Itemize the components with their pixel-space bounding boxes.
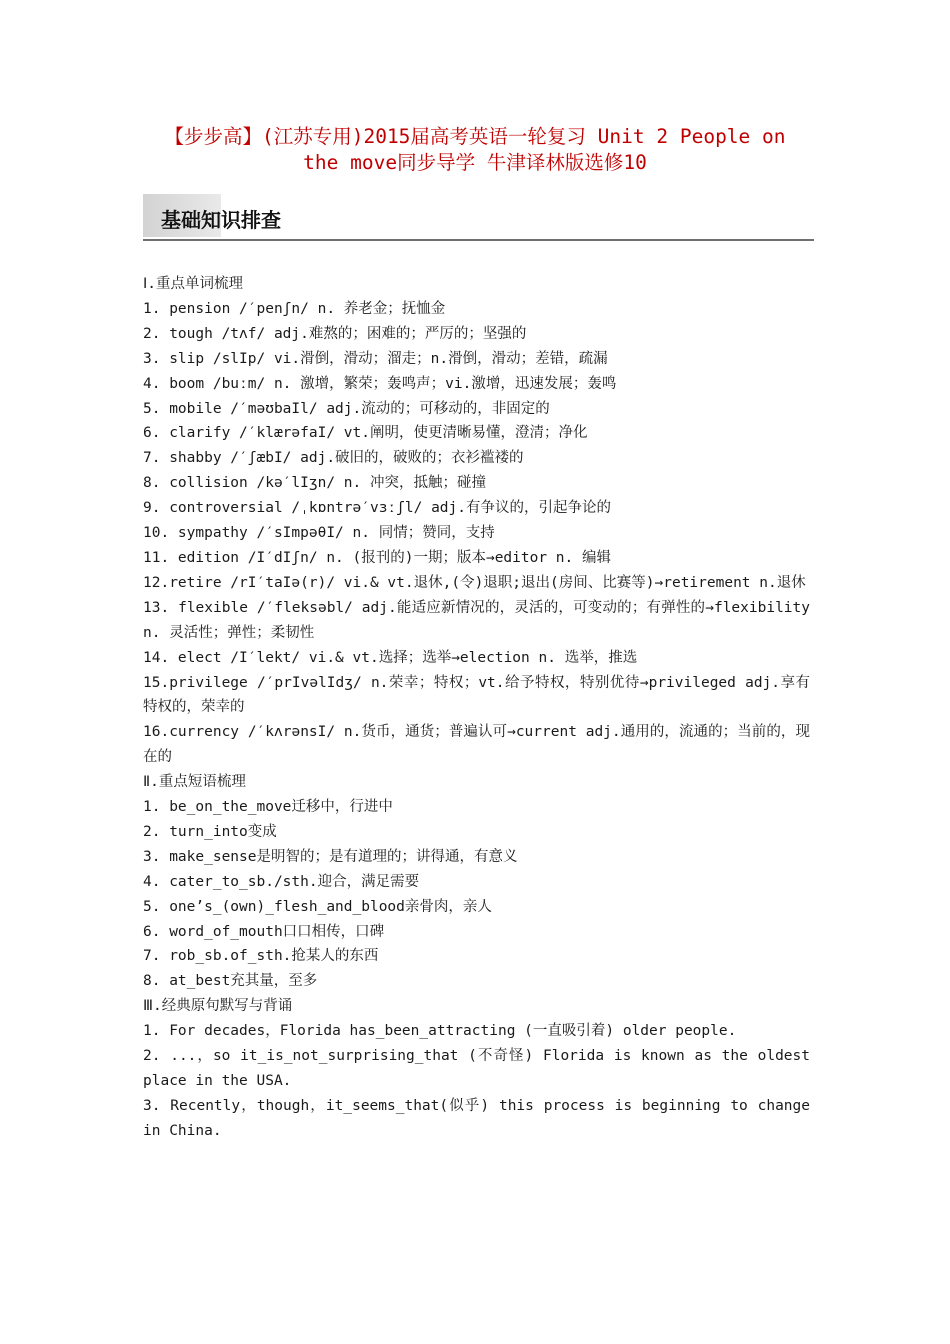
vocab-item: 7. shabby /′ʃæbI/ adj.破旧的，破败的；衣衫褴褛的	[143, 450, 524, 467]
sentences-heading: Ⅲ.经典原句默写与背诵	[143, 998, 293, 1015]
content-body	[143, 272, 810, 1144]
sentence-item: 2. ...，so it_is_not_surprising_that (不奇怪) Florida is known as the oldest place in the USA.	[143, 1048, 810, 1089]
vocab-heading: Ⅰ.重点单词梳理	[143, 276, 244, 292]
vocab-item: 5. mobile /′məʊbaIl/ adj.流动的；可移动的，非固定的	[143, 400, 550, 417]
vocab-item: 8. collision /kə′lIʒn/ n. 冲突，抵触；碰撞	[143, 475, 486, 492]
title-line-2: the move同步导学 牛津译林版选修10	[303, 151, 647, 174]
vocab-item: 15.privilege /′prIvəlIdʒ/ n.荣幸；特权；vt.给予特权，特别优待→privileged adj.享有特权的，荣幸的	[143, 674, 810, 716]
document-title	[120, 124, 830, 176]
phrase-item: 1. be_on_the_move迁移中，行进中	[143, 799, 393, 816]
vocab-item: 12.retire /rI′taIə(r)/ vi.& vt.退休,(令)退职;退出(房间、比赛等)→retirement n.退休	[143, 574, 806, 591]
phrase-item: 4. cater_to_sb./sth.迎合，满足需要	[143, 873, 420, 890]
phrase-item: 8. at_best充其量，至多	[143, 973, 318, 990]
vocab-item: 16.currency /′kʌrənsI/ n.货币，通货；普遍认可→current adj.通用的，流通的；当前的，现在的	[143, 724, 810, 766]
vocab-item: 4. boom /buːm/ n. 激增，繁荣；轰鸣声；vi.激增，迅速发展；轰鸣	[143, 375, 617, 392]
section-header-bar	[143, 194, 814, 241]
phrase-item: 7. rob_sb.of_sth.抢某人的东西	[143, 948, 379, 965]
sentence-item: 1. For decades，Florida has_been_attracting (一直吸引着) older people.	[143, 1023, 737, 1040]
title-line-1: 【步步高】(江苏专用)2015届高考英语一轮复习 Unit 2 People on	[164, 125, 786, 148]
vocab-item: 14. elect /I′lekt/ vi.& vt.选择；选举→election n. 选举，推选	[143, 649, 638, 666]
vocab-item: 9. controversial /ˌkɒntrə′vɜːʃl/ adj.有争议的，引起争论的	[143, 500, 611, 517]
section-heading: 基础知识排查	[161, 208, 281, 232]
vocab-item: 13. flexible /′fleksəbl/ adj.能适应新情况的，灵活的，可变动的；有弹性的→flexibility n. 灵活性；弹性；柔韧性	[143, 599, 810, 641]
phrases-heading: Ⅱ.重点短语梳理	[143, 774, 246, 791]
phrase-item: 2. turn_into变成	[143, 823, 277, 840]
phrase-item: 5. one’s_(own)_flesh_and_blood亲骨肉，亲人	[143, 898, 492, 915]
sentence-item: 3. Recently，though，it_seems_that(似乎) this process is beginning to change in China.	[143, 1097, 810, 1139]
vocab-item: 6. clarify /′klærəfaI/ vt.阐明，使更清晰易懂，澄清；净化	[143, 425, 588, 442]
vocab-item: 1. pension /′penʃn/ n. 养老金；抚恤金	[143, 300, 446, 317]
vocab-item: 11. edition /I′dIʃn/ n. (报刊的)一期；版本→editor n. 编辑	[143, 549, 611, 566]
vocab-item: 2. tough /tʌf/ adj.难熬的；困难的；严厉的；坚强的	[143, 325, 527, 342]
vocab-item: 10. sympathy /′sImpəθI/ n. 同情；赞同，支持	[143, 525, 495, 542]
phrase-item: 6. word_of_mouth口口相传，口碑	[143, 923, 385, 940]
phrase-item: 3. make_sense是明智的；是有道理的；讲得通，有意义	[143, 848, 518, 865]
vocab-item: 3. slip /slIp/ vi.滑倒，滑动；溜走；n.滑倒，滑动；差错，疏漏	[143, 350, 608, 367]
